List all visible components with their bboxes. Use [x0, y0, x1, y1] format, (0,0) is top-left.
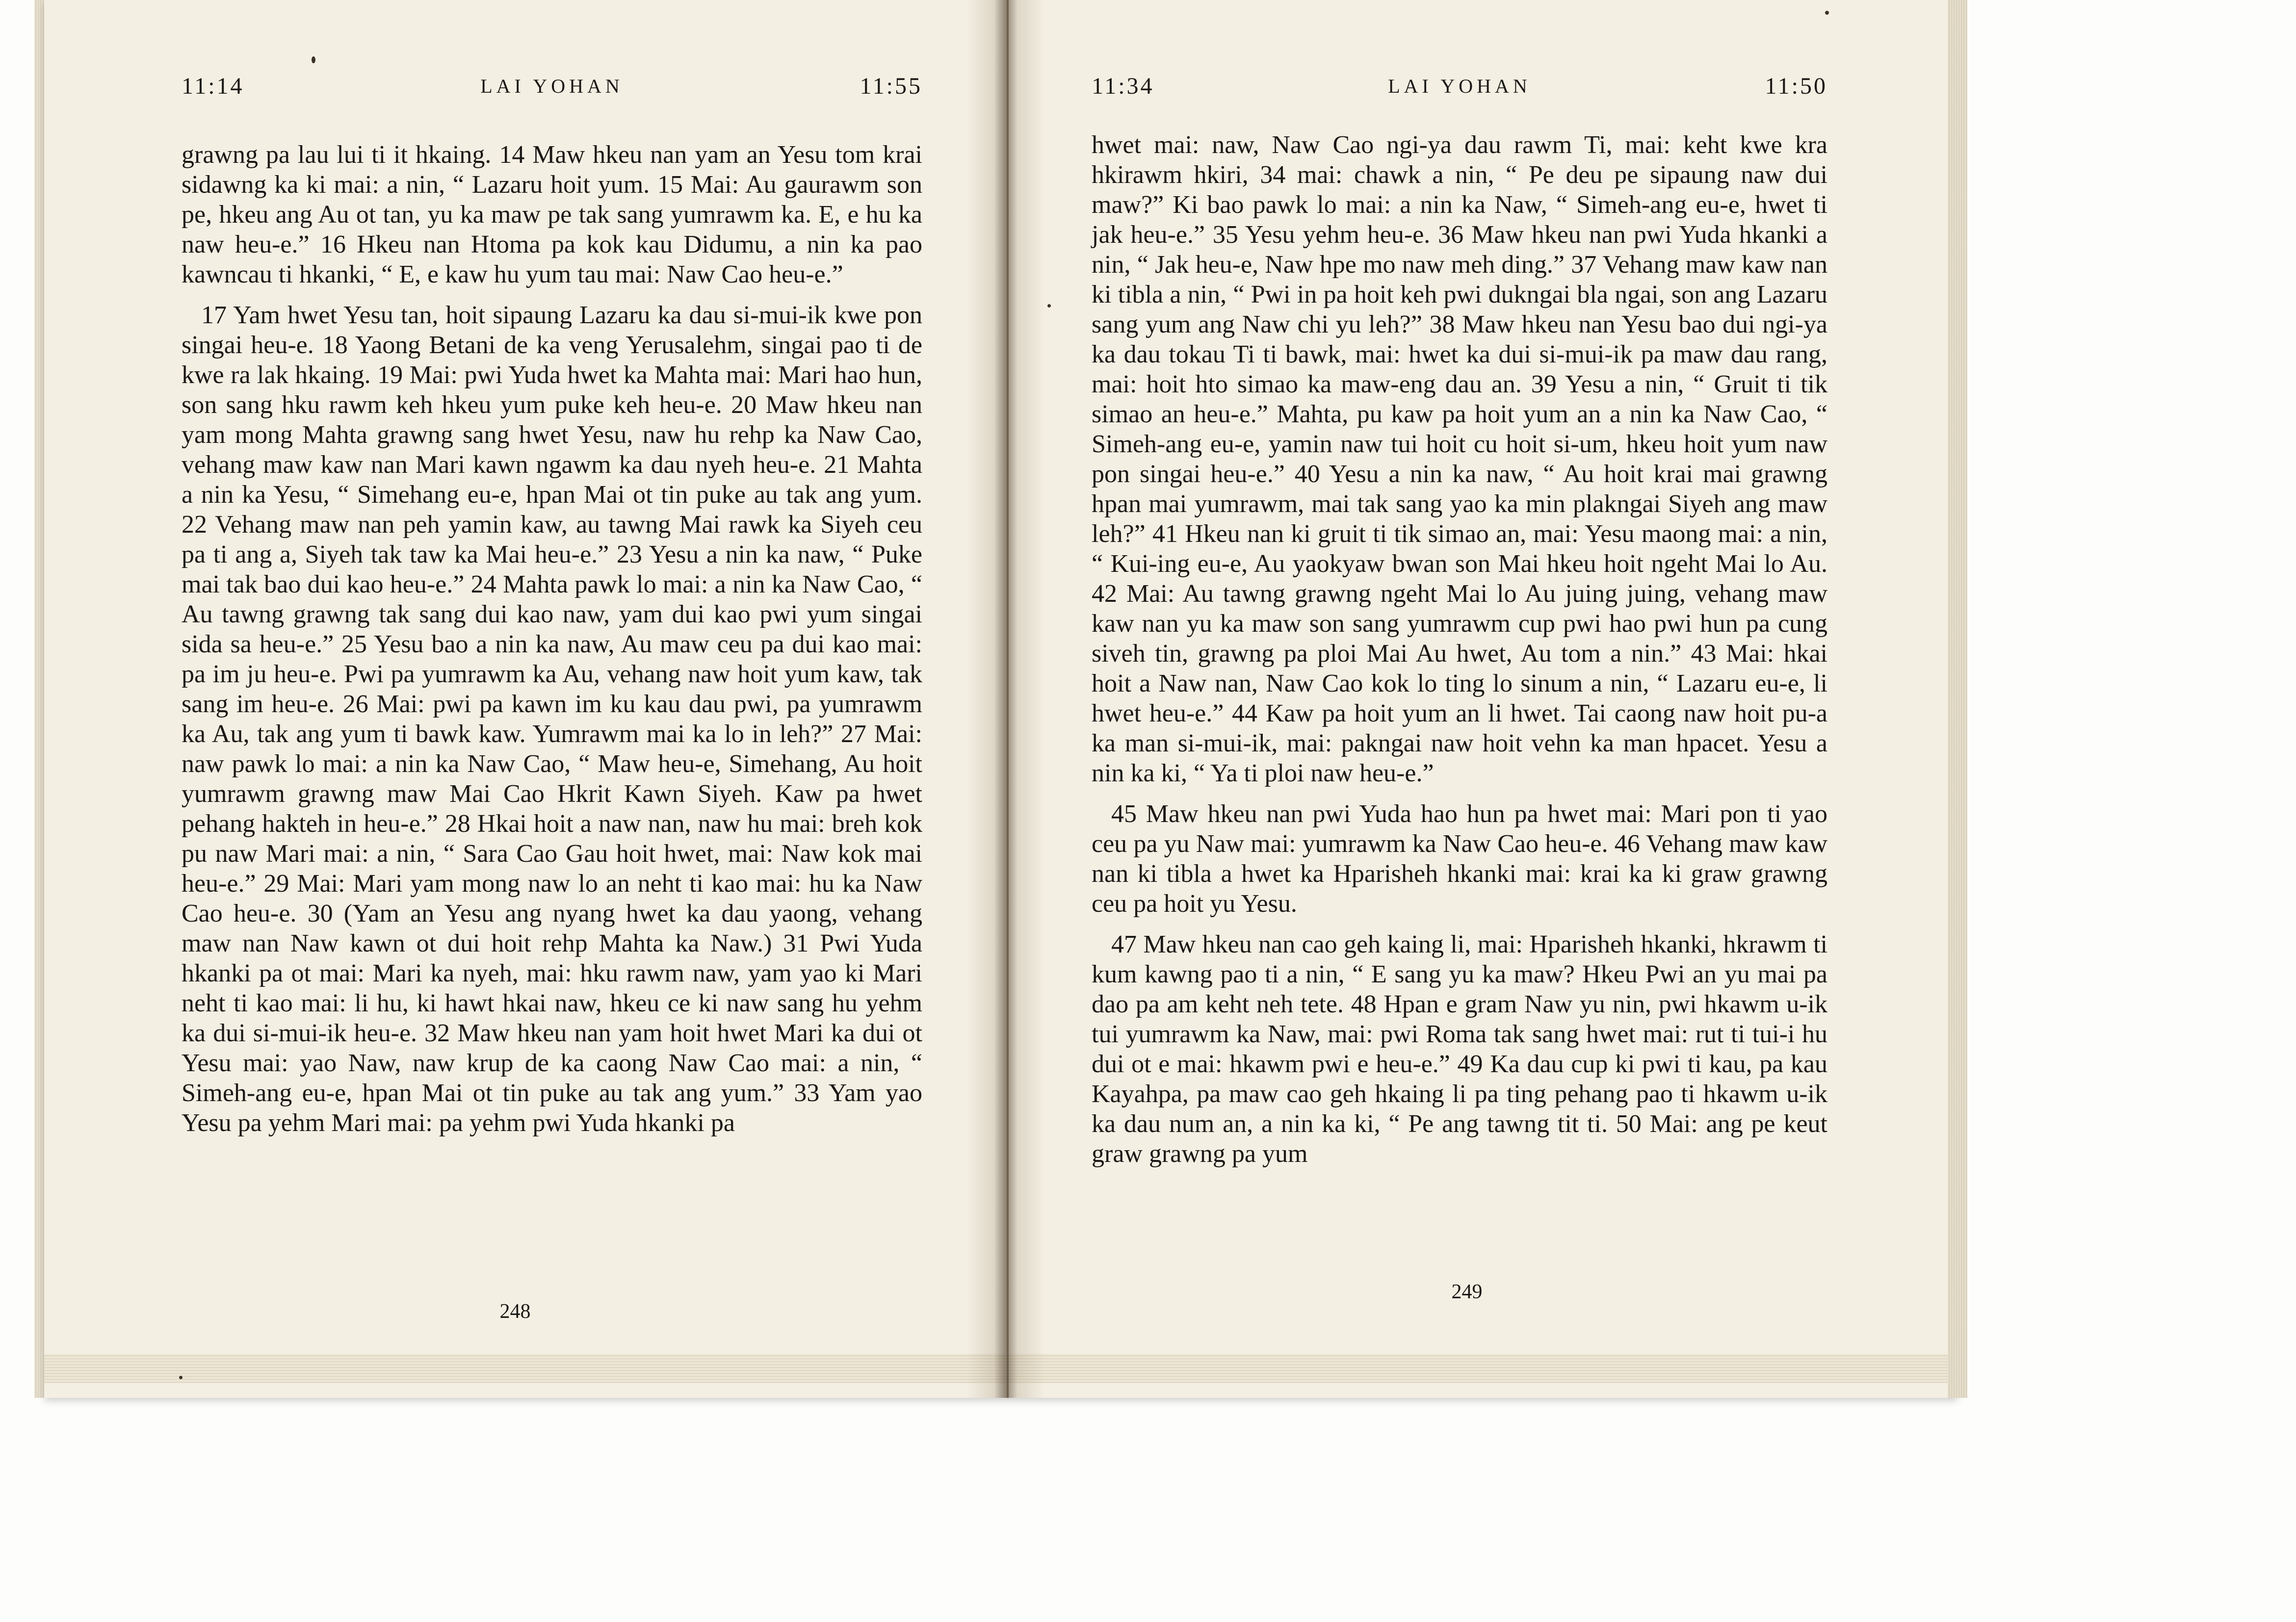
right-page-text [1092, 130, 1827, 1169]
right-header-title: LAI YOHAN [1388, 75, 1531, 97]
scan-speck [312, 56, 315, 63]
right-header-ref-end: 11:50 [1765, 73, 1827, 99]
right-header-ref-start: 11:34 [1092, 73, 1154, 99]
right-page-edges [1948, 0, 1967, 1398]
left-paragraph-1: grawng pa lau lui ti it hkaing. 14 Maw hkeu nan yam an Yesu tom krai sidawng ka ki mai: a nin, “ Lazaru hoit yum. 15 Mai: Au gaurawm son pe, hkeu ang Au ot tan, yu ka maw pe tak sang yumrawm ka. E, e hu ka naw heu-e.” 16 Hkeu nan Htoma pa kok kau Didumu, a nin ka pao kawncau ti hkanki, “ E, e kaw hu yum tau mai: Naw Cao heu-e.” [182, 141, 922, 288]
right-paragraph-1: hwet mai: naw, Naw Cao ngi-ya dau rawm Ti, mai: keht kwe kra hkirawm hkiri, 34 mai: chawk a nin, “ Pe deu pe sipaung naw dui maw?” Ki bao pawk lo mai: a nin ka Naw, “ Simeh-ang eu-e, hwet ti jak heu-e.” 35 Yesu yehm heu-e. 36 Maw hkeu nan pwi Yuda hkanki a nin, “ Jak heu-e, Naw hpe mo naw meh ding.” 37 Vehang maw kaw nan ki tibla a nin, “ Pwi in pa hoit keh pwi dukngai bla ngai, son ang Lazaru sang yum ang Naw chi yu leh?” 38 Maw hkeu nan Yesu bao dui ngi-ya ka dau tokau Ti ti bawk, mai: hwet ka dui si-mui-ik pa maw dau rang, mai: hoit hto simao ka maw-eng dau an. 39 Yesu a nin, “ Gruit ti tik simao an heu-e.” Mahta, pu kaw pa hoit yum an a nin ka Naw Cao, “ Simeh-ang eu-e, yamin naw tui hoit cu hoit si-um, hkeu hoit yum naw pon singai heu-e.” 40 Yesu a nin ka naw, “ Au hoit krai mai grawng hpan mai yumrawm, mai tak sang yao ka min plakngai Siyeh ang maw leh?” 41 Hkeu nan ki gruit ti tik simao an, mai: Yesu maong mai: a nin, “ Kui-ing eu-e, Au yaokyaw bwan son Mai hkeu hoit ngeht Mai lo Au. 42 Mai: Au tawng grawng ngeht Mai lo Au juing juing, vehang maw kaw nan yu ka maw son sang yumrawm cup pwi hao pwi hun pa cung siveh tin, grawng pa ploi Mai Au hwet, Au tom a nin.” 43 Mai: hkai hoit a Naw nan, Naw Cao kok lo ting lo sinum a nin, “ Lazaru eu-e, li hwet heu-e.” 44 Kaw pa hoit yum an li hwet. Tai caong naw hoit pu-a ka man si-mui-ik, mai: pakngai naw hoit vehn ka man hpacet. Yesu a nin ka ki, “ Ya ti ploi naw heu-e.” [1092, 131, 1827, 787]
left-running-head [182, 64, 922, 108]
left-header-title: LAI YOHAN [480, 75, 624, 97]
scan-speck [179, 1376, 183, 1379]
scan-speck [1825, 11, 1829, 15]
right-paragraph-2: 45 Maw hkeu nan pwi Yuda hao hun pa hwet mai: Mari pon ti yao ceu pa yu Naw mai: yumrawm ka Naw Cao heu-e. 46 Vehang maw kaw nan ki tibla a hwet ka Hparisheh hkanki mai: krai ka ki graw grawng ceu pa hoit yu Yesu. [1092, 800, 1827, 918]
left-header-ref-start: 11:14 [182, 73, 244, 99]
scan-speck [1047, 304, 1051, 308]
book-gutter-shadow [966, 0, 1045, 1398]
right-running-head [1092, 64, 1827, 108]
left-header-ref-end: 11:55 [860, 73, 922, 99]
left-page-text [182, 140, 922, 1138]
left-paragraph-2: 17 Yam hwet Yesu tan, hoit sipaung Lazaru ka dau si-mui-ik kwe pon singai heu-e. 18 Yaong Betani de ka veng Yerusalehm, singai pao ti de kwe ra lak hkaing. 19 Mai: pwi Yuda hwet ka Mahta mai: Mari hao hun, son sang hku rawm keh hkeu yum puke keh heu-e. 20 Maw hkeu nan yam mong Mahta grawng sang hwet Yesu, naw hu rehp ka Naw Cao, vehang maw kaw nan Mari kawn ngawm ka dau nyeh heu-e. 21 Mahta a nin ka Yesu, “ Simehang eu-e, hpan Mai ot tin puke au tak ang yum. 22 Vehang maw nan peh yamin kaw, au tawng Mai rawk ka Siyeh ceu pa ti ang a, Siyeh tak taw ka Mai heu-e.” 23 Yesu a nin ka naw, “ Puke mai tak bao dui kao heu-e.” 24 Mahta pawk lo mai: a nin ka Naw Cao, “ Au tawng grawng tak sang dui kao naw, yam dui kao pwi yum singai sida sa heu-e.” 25 Yesu bao a nin ka naw, Au maw ceu pa dui kao mai: pa im ju heu-e. Pwi pa yumrawm ka Au, vehang naw hoit yum kaw, tak sang im heu-e. 26 Mai: pwi pa kawn im ku kau dau pwi, pa yumrawm ka Au, tak ang yum ti bawk kaw. Yumrawm mai ka lo in leh?” 27 Mai: naw pawk lo mai: a nin ka Naw Cao, “ Maw heu-e, Simehang, Au hoit yumrawm grawng maw Mai Cao Hkrit Kawn Siyeh. Kaw pa hwet pehang hakteh in heu-e.” 28 Hkai hoit a naw nan, naw hu mai: breh kok pu naw Mari mai: a nin, “ Sara Cao Gau hoit hwet, mai: Naw kok mai heu-e.” 29 Mai: Mari yam mong naw lo an neht ti kao mai: hu ka Naw Cao heu-e. 30 (Yam an Yesu ang nyang hwet ka dau yaong, vehang maw nan Naw kawn ot dui hoit rehp Mahta ka Naw.) 31 Pwi Yuda hkanki pa ot mai: Mari ka nyeh, mai: hku rawm naw, yam yao ki Mari neht ti kao mai: li hu, ki hawt hkai naw, hkeu ce ki naw sang hu yehm ka dui si-mui-ik heu-e. 32 Maw hkeu nan yam hoit hwet Mari ka dui ot Yesu mai: yao Naw, naw krup de ka caong Naw Cao mai: a nin, “ Simeh-ang eu-e, hpan Mai ot tin puke au tak ang yum.” 33 Yam yao Yesu pa yehm Mari mai: pa yehm pwi Yuda hkanki pa [182, 301, 922, 1137]
left-page-number: 248 [499, 1300, 531, 1323]
book-spine-line [1007, 0, 1009, 1398]
right-paragraph-3: 47 Maw hkeu nan cao geh kaing li, mai: Hparisheh hkanki, hkrawm ti kum kawng pao ti a nin, “ E sang yu ka maw? Hkeu Pwi an yu mai pa dao pa am keht neh tete. 48 Hpan e gram Naw yu nin, pwi hkawm u-ik tui yumrawm ka Naw, mai: pwi Roma tak sang hwet mai: rut ti tui-i hu dui ot e mai: hkawm pwi e heu-e.” 49 Ka dau cup ki pwi ti kau, pa kau Kayahpa, pa maw cao geh hkaing li pa ting pehang pao ti hkawm u-ik ka dau num an, a nin ka ki, “ Pe ang tawng tit ti. 50 Mai: ang pe keut graw grawng pa yum [1092, 930, 1827, 1168]
right-page-number: 249 [1451, 1281, 1483, 1303]
